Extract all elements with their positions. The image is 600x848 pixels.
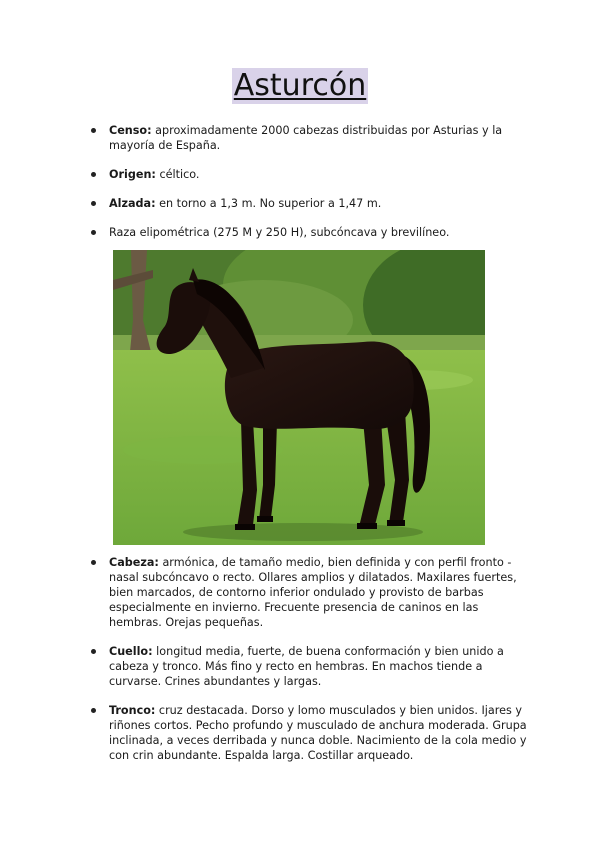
title-wrap (0, 68, 600, 104)
horse-photo-illustration (113, 250, 485, 545)
item-label: Cabeza: (109, 556, 159, 569)
item-label: Alzada: (109, 197, 156, 210)
list-item (0, 196, 529, 211)
top-list (0, 123, 600, 254)
item-text: longitud media, fuerte, de buena conformación y bien unido a cabeza y tronco. Más fino y recto en hembras. En machos tiende a curvarse. Crines abundantes y largas. (109, 645, 504, 688)
page-title: Asturcón (233, 68, 367, 103)
item-label: Cuello: (109, 645, 153, 658)
item-text: cruz destacada. Dorso y lomo musculados y bien unidos. Ijares y riñones cortos. Pecho profundo y musculado de anchura moderada. Grupa inclinada, a veces derribada y nunca doble. Nacimiento de la cola medio y con crin abundante. Espalda larga. Costillar arqueado. (109, 704, 527, 762)
item-text: aproximadamente 2000 cabezas distribuidas por Asturias y la mayoría de España. (109, 124, 503, 152)
horse-photo (113, 250, 485, 545)
list-item (0, 555, 529, 630)
list-item (0, 225, 529, 240)
item-label: Origen: (109, 168, 156, 181)
item-label: Censo: (109, 124, 152, 137)
item-label: Tronco: (109, 704, 156, 717)
list-item (0, 123, 529, 153)
bottom-list (0, 555, 600, 777)
item-text: en torno a 1,3 m. No superior a 1,47 m. (155, 197, 382, 210)
list-item (0, 167, 529, 182)
item-text: armónica, de tamaño medio, bien definida y con perfil fronto - nasal subcóncavo o recto. Ollares amplios y dilatados. Maxilares fuertes, bien marcados, de contorno inferior ondulado y provisto de barbas especialmente en invierno. Frecuente presencia de caninos en las hembras. Orejas pequeñas. (109, 556, 517, 629)
item-text: Raza elipométrica (275 M y 250 H), subcóncava y brevilíneo. (109, 226, 450, 239)
list-item (0, 703, 529, 763)
item-text: céltico. (155, 168, 200, 181)
list-item (0, 644, 529, 689)
